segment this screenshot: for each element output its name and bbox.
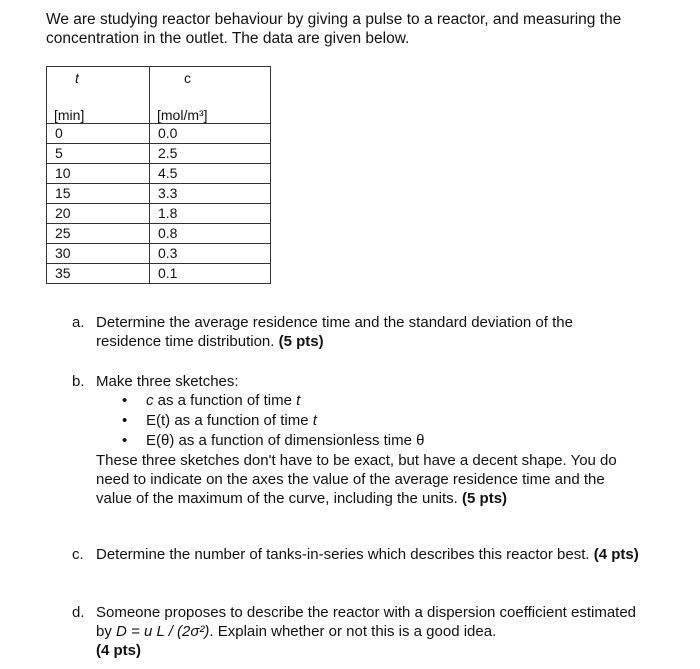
question-d-label: d. bbox=[72, 604, 85, 621]
question-d-text-post: . Explain whether or not this is a good idea. bbox=[209, 623, 497, 640]
table-row bbox=[47, 124, 271, 144]
bullet-icon: • bbox=[122, 392, 128, 409]
question-d-points: (4 pts) bbox=[96, 642, 141, 659]
table-header-row bbox=[47, 67, 271, 124]
concentration-cell: 2.5 bbox=[150, 144, 271, 164]
sketch-var: t bbox=[312, 412, 317, 429]
time-cell: 20 bbox=[47, 204, 150, 224]
sketch-item-c-vs-t bbox=[122, 391, 642, 411]
intro-text: We are studying reactor behaviour by giving a pulse to a reactor, and measuring the concentration in the outlet. The data are given below. bbox=[46, 11, 622, 47]
question-c-points: (4 pts) bbox=[593, 546, 639, 563]
time-unit: [min] bbox=[54, 107, 85, 123]
concentration-unit: [mol/m³] bbox=[157, 107, 208, 123]
concentration-cell: 0.0 bbox=[150, 124, 271, 144]
sketch-text: E(t) as a function of time bbox=[146, 412, 313, 429]
table-row bbox=[47, 144, 271, 164]
time-cell: 15 bbox=[47, 184, 150, 204]
question-a bbox=[72, 313, 642, 351]
question-b-text: These three sketches don't have to be exact, but have a decent shape. You do need to indicate on the axes the value of the average residence time and the value of the maximum of the curve, including the units. bbox=[96, 452, 617, 507]
question-b bbox=[72, 372, 642, 508]
concentration-cell: 3.3 bbox=[150, 184, 271, 204]
time-cell: 25 bbox=[47, 224, 150, 244]
concentration-cell: 0.3 bbox=[150, 244, 271, 264]
question-d bbox=[72, 603, 642, 660]
question-b-points: (5 pts) bbox=[462, 490, 508, 507]
table-row bbox=[47, 244, 271, 264]
header-cell-concentration bbox=[150, 67, 271, 124]
question-b-label: b. bbox=[72, 373, 85, 390]
concentration-cell: 0.8 bbox=[150, 224, 271, 244]
question-c-label: c. bbox=[72, 546, 84, 563]
question-a-points: (5 pts) bbox=[278, 333, 324, 350]
time-cell: 5 bbox=[47, 144, 150, 164]
time-symbol: t bbox=[75, 70, 79, 86]
time-cell: 30 bbox=[47, 244, 150, 264]
bullet-icon: • bbox=[122, 432, 128, 449]
concentration-cell: 4.5 bbox=[150, 164, 271, 184]
sketch-item-e-vs-t bbox=[122, 411, 642, 431]
concentration-cell: 1.8 bbox=[150, 204, 271, 224]
question-a-label: a. bbox=[72, 314, 85, 331]
table-row bbox=[47, 264, 271, 284]
table-row bbox=[47, 204, 271, 224]
table-row bbox=[47, 224, 271, 244]
question-c-text: Determine the number of tanks-in-series which describes this reactor best. bbox=[96, 546, 590, 563]
question-c bbox=[72, 545, 642, 564]
time-cell: 10 bbox=[47, 164, 150, 184]
question-a-text: Determine the average residence time and the standard deviation of the residence time distribution. bbox=[96, 314, 573, 350]
dispersion-formula: D = u L / (2σ²) bbox=[116, 623, 210, 640]
header-cell-time bbox=[47, 67, 150, 124]
sketch-item-e-vs-theta bbox=[122, 431, 642, 451]
concentration-symbol: c bbox=[184, 70, 191, 86]
sketch-text: as a function of time bbox=[153, 392, 297, 409]
time-cell: 0 bbox=[47, 124, 150, 144]
sketch-text: E(θ) as a function of dimensionless time θ bbox=[146, 432, 425, 449]
question-d-text: Someone proposes to describe the reactor with a dispersion coefficient estimated by bbox=[96, 604, 637, 640]
table-row bbox=[47, 184, 271, 204]
sketch-var: c bbox=[146, 392, 154, 409]
sketch-list bbox=[96, 391, 642, 451]
concentration-cell: 0.1 bbox=[150, 264, 271, 284]
sketch-var: t bbox=[296, 392, 301, 409]
bullet-icon: • bbox=[122, 412, 128, 429]
time-cell: 35 bbox=[47, 264, 150, 284]
data-table bbox=[46, 66, 271, 284]
question-b-intro: Make three sketches: bbox=[96, 373, 239, 390]
table-row bbox=[47, 164, 271, 184]
